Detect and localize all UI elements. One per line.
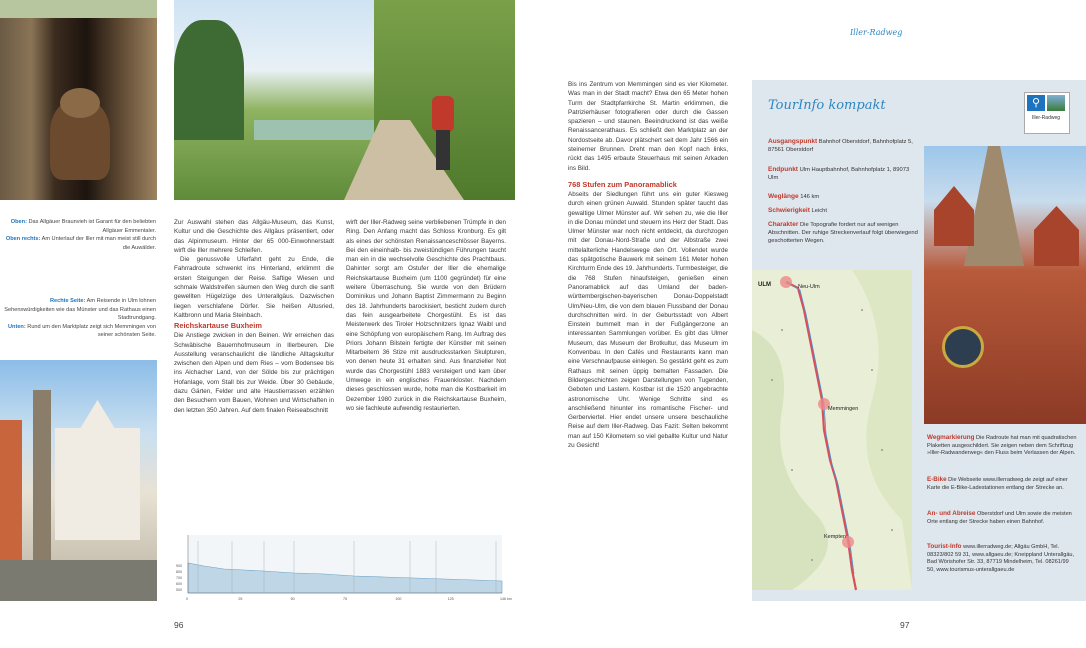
caption-text: Am Reisende in Ulm lohnen Sehenswürdigkeiten wie das Münster und das Rathaus einen Stadtrundgang. bbox=[4, 298, 156, 322]
paragraph: Die Anstiege zwicken in den Beinen. Wir erreichen das Schwäbische Bauernhofmuseum in Illerbeuren. Die Ausstellung veranschaulicht die ländliche Alltagskultur zwischen den Alpen und dem Ries – vom Bodensee bis ins Aichacher Land, von der Sölde bis zur prächtigen Hofanlage, vom Stall bis zur Weide. Über 30 Gebäude, dazu Gärten, Felder und alte Haustierrassen erzählen den Besuchern vom Bauen, Wohnen und Wirtschaften in den letzten 350 Jahren. Auf dem finalen Reiseabschnitt bbox=[174, 332, 334, 414]
cow-photo bbox=[0, 0, 157, 200]
iller-radweg-logo bbox=[1024, 92, 1070, 134]
elev-x-tick: 125 bbox=[447, 597, 454, 601]
section-heading: Reichskartause Buxheim bbox=[174, 321, 262, 331]
map-label-kempten: Kempten bbox=[824, 534, 847, 540]
row-text: Die Webseite www.illerradweg.de zeigt auf einer Karte die E-Bike-Ladestationen entlang der Strecke an. bbox=[927, 477, 1068, 491]
caption-top bbox=[0, 218, 156, 252]
paragraph: Zur Auswahl stehen das Allgäu-Museum, das Kunst, Kultur und die Geschichte des Allgäus präsentiert, oder das Alpinmuseum. Hinter der 65 000-Einwohnerstadt wirft die Iller mehrere Schleifen. bbox=[174, 219, 334, 254]
cyclist-photo bbox=[174, 0, 515, 200]
running-title: Iller-Radweg bbox=[850, 28, 903, 37]
elev-y-tick: 800 bbox=[176, 570, 182, 574]
elev-x-tick: 0 bbox=[186, 597, 188, 601]
bicycle-icon: ⚲ bbox=[1027, 95, 1045, 111]
caption-label: Oben rechts: bbox=[5, 236, 41, 243]
ulm-rathaus-photo bbox=[924, 146, 1086, 424]
row-label: Endpunkt bbox=[768, 166, 798, 173]
paragraph: wirft der Iller-Radweg seine verbliebenen Trümpfe in den Ring. Den Anfang macht das Schloss Kronburg. Es gilt als eines der schönsten Renaissanceschlösser Bayerns. Bei den eineinhalb- bis zweistündigen Führungen taucht man ein in die wechselvolle Geschichte des Prachtbaus. Dahinter sorgt am Ostufer der Iller die ehemalige Reichskartause Buxheim (um 1100 gegründet) für eine weitere Überraschung. Sie wurde von den Brüdern Dominikus und Johann Baptist Zimmermann zu Beginn des 18. Jahrhunderts barockisiert, besticht zudem durch das fein ausgearbeitete Chorgestühl. Es ist das Meisterwerk des Tiroler Holzschnitzers Ignaz Waibl und eine Schöpfung von europäischem Rang. Im Auftrag des Priors Johann Bilstein fertigte der Künstler mit seinen Mitarbeitern 36 Stize mit ausdrucksstarken Skulpturen, von denen heute 31 erhalten sind. Aus finanzieller Not wurde das Chorgestühl 1883 versteigert und kam über Umwege in ein englisches Frauenkloster. Nachdem dieses geschlossen wurde, holte man die Kostbarkeit im Dezember 1980 zurück in die Reichskartause Buxheim, wo sie fachleute aufwendig restaurierten. bbox=[346, 219, 506, 412]
tourinfo-row bbox=[768, 166, 918, 183]
row-text: Die Radroute hat man mit quadratischen Plaketten ausgeschildert. Sie zeigen neben dem Schriftzug »Iller-Radwanderweg« den Fluss beim Verlassen der Alpen. bbox=[927, 435, 1077, 457]
page-number-left: 96 bbox=[174, 620, 184, 630]
caption-text: Rund um den Marktplatz zeigt sich Memmingen von seiner schönsten Seite. bbox=[25, 323, 156, 339]
row-text: Oberstdorf und Ulm sowie die meisten Orte entlang der Strecke haben einen Bahnhof. bbox=[927, 511, 1072, 525]
row-text: Ulm Hauptbahnhof, Bahnhofplatz 1, 89073 Ulm bbox=[768, 167, 910, 181]
elev-x-tick: 146 km bbox=[500, 597, 512, 601]
row-label: Charakter bbox=[768, 221, 799, 228]
tourinfo-row bbox=[768, 138, 918, 155]
tourinfo-row bbox=[927, 476, 1077, 492]
caption-bottom bbox=[0, 297, 156, 340]
text-column-3 bbox=[568, 80, 728, 450]
caption-text: Das Allgäuer Braunvieh ist Garant für den beliebten Allgäuer Emmentaler. bbox=[26, 219, 156, 234]
map-label-memmingen: Memmingen bbox=[828, 406, 859, 412]
tourinfo-row bbox=[768, 193, 918, 202]
row-label: Wegmarkierung bbox=[927, 434, 975, 441]
row-text: www.illerradweg.de; Allgäu GmbH, Tel. 08323/802 59 31, www.allgaeu.de; Kneippland Unterallgäu, Bad Wörishofer Str. 33, 87719 Mindelheim, Tel. 08261/99 50, www.tourismus-unterallgaeu.de bbox=[927, 544, 1075, 573]
tourinfo-title: TourInfo kompakt bbox=[768, 98, 886, 113]
tourinfo-row bbox=[927, 510, 1077, 526]
caption-label: Unten: bbox=[8, 323, 26, 330]
row-text: Bahnhof Oberstdorf, Bahnhofplatz 5, 87561 Oberstdorf bbox=[768, 139, 913, 153]
tourinfo-row bbox=[927, 543, 1077, 574]
row-label: An- und Abreise bbox=[927, 510, 976, 517]
section-heading: 768 Stufen zum Panoramablick bbox=[568, 179, 677, 189]
elevation-profile bbox=[174, 533, 512, 605]
text-column-2 bbox=[346, 218, 506, 413]
row-label: Weglänge bbox=[768, 193, 799, 200]
row-text: 146 km bbox=[800, 194, 820, 200]
tourinfo-row bbox=[768, 221, 918, 245]
row-label: Tourist-Info bbox=[927, 543, 962, 550]
row-label: E-Bike bbox=[927, 476, 947, 483]
elev-x-tick: 25 bbox=[238, 597, 243, 601]
elev-x-tick: 50 bbox=[290, 597, 295, 601]
row-label: Schwierigkeit bbox=[768, 207, 810, 214]
row-label: Ausgangspunkt bbox=[768, 138, 818, 145]
elev-y-tick: 600 bbox=[176, 582, 182, 586]
tourinfo-row bbox=[927, 434, 1077, 458]
caption-text: Am Unterlauf der Iller mit man meist still durch die Auwälder. bbox=[40, 236, 156, 251]
elev-x-tick: 75 bbox=[343, 597, 347, 601]
tourinfo-row bbox=[768, 207, 918, 216]
text-column-1 bbox=[174, 218, 334, 415]
paragraph: Die genussvolle Uferfahrt geht zu Ende, die Fahrradroute schwenkt ins Hinterland, erklimmt die ersten Steigungen der Reise. Saftige Wiesen und schmale Waldstreifen säumen den Weg durch die sanft gewellten Hügelzüge des Unterallgäus. Dazwischen liegen verschlafene Dörfer. Sie heißen Altusried, Kaltbronn und Maria Steinbach. bbox=[174, 256, 334, 319]
elev-x-tick: 100 bbox=[395, 597, 402, 601]
map-label-ulm: ULM bbox=[758, 282, 771, 288]
paragraph: Abseits der Siedlungen führt uns ein guter Kiesweg durch einen grünen Auwald. Stunden später taucht das gewaltige Ulmer Münster auf. Wir sehen zu, wie die Iller in die Donau mündet und steuern ins Herz der Stadt. Das Ulmer Münster war noch nicht entdeckt, da durchzogen mit der Donau-Nord-Straße und der Albstraße zwei mittelalterliche Handelswege den Ort. Vollendet wurde das spätgotische Bauwerk mit seinem 161 Meter hohen Kirchturm Ende des 19. Jahrhunderts. Turmbesteiger, die die 768 Stufen hinaufsteigen, genießen einen Panoramablick auf das Umland der baden-württembergischen-bayerischen Donau-Doppelstadt Ulm/Neu-Ulm, die von dem blauen Flussband der Donau durchschnitten wird. In der Geburtsstadt von Albert Einstein bummelt man in der Fußgängerzone an interessanten Sammlungen vorüber. Es gibt das Ulmer Museum, das Museum der Brotkultur, das Museum im Konvenbau. In den Cafés und Restaurants kann man eine Verschnaufpause einlegen. So gestärkt geht es zum Rathaus mit seinen üppig bemalten Fassaden. Die Bildergeschichten zeigen Darstellungen von Tugenden, Geboten und Lastern. Kostbar ist die 1520 angebrachte astronomische Uhr. Wenige Schritte sind es anschließend hinunter ins romantische Fischer- und Gerberviertel. Hier endet unsere unsere beschauliche Reise auf dem Iller-Radweg. Das Fazit: Selten bekommt man auf 150 Kilometern so viel geballte Kultur und Natur zu Gesicht! bbox=[568, 190, 728, 449]
astronomical-clock bbox=[942, 326, 984, 368]
elev-y-tick: 500 bbox=[176, 588, 182, 592]
caption-label: Oben: bbox=[10, 219, 27, 225]
paragraph: Bis ins Zentrum von Memmingen sind es vier Kilometer. Was man in der Stadt macht? Etwa den 65 Meter hohen Turm der Stadtpfarrkirche St. Martin erklimmen, die Patrizierhäuser fotografieren oder durch die Gassen spazieren – und staunen. Beeindruckend ist das weiße Renaissancerathaus. Es schließt den Marktplatz an der Nordostseite ab. Davor plätschert seit dem Jahr 1566 ein steinerner Brunnen. Dreht man den Kopf nach links, rückt das 1495 erbaute Steuerhaus mit seinen Arkaden ins Bild. bbox=[568, 81, 728, 172]
row-text: Die Topografie fordert nur auf wenigen Abschnitten. Der ruhige Streckenverlauf folgt überwiegend geschotterten Wegen. bbox=[768, 222, 918, 244]
mountain-icon bbox=[1047, 95, 1065, 111]
page-number-right: 97 bbox=[900, 620, 910, 630]
map-label-neu-ulm: Neu-Ulm bbox=[798, 284, 820, 290]
caption-label: Rechte Seite: bbox=[49, 298, 86, 304]
elev-y-tick: 700 bbox=[176, 576, 182, 580]
route-map bbox=[752, 270, 912, 590]
memmingen-square-photo bbox=[0, 360, 157, 601]
row-text: Leicht bbox=[811, 208, 827, 214]
logo-text: Iller-Radweg bbox=[1031, 115, 1061, 121]
elev-y-tick: 900 bbox=[176, 564, 182, 568]
